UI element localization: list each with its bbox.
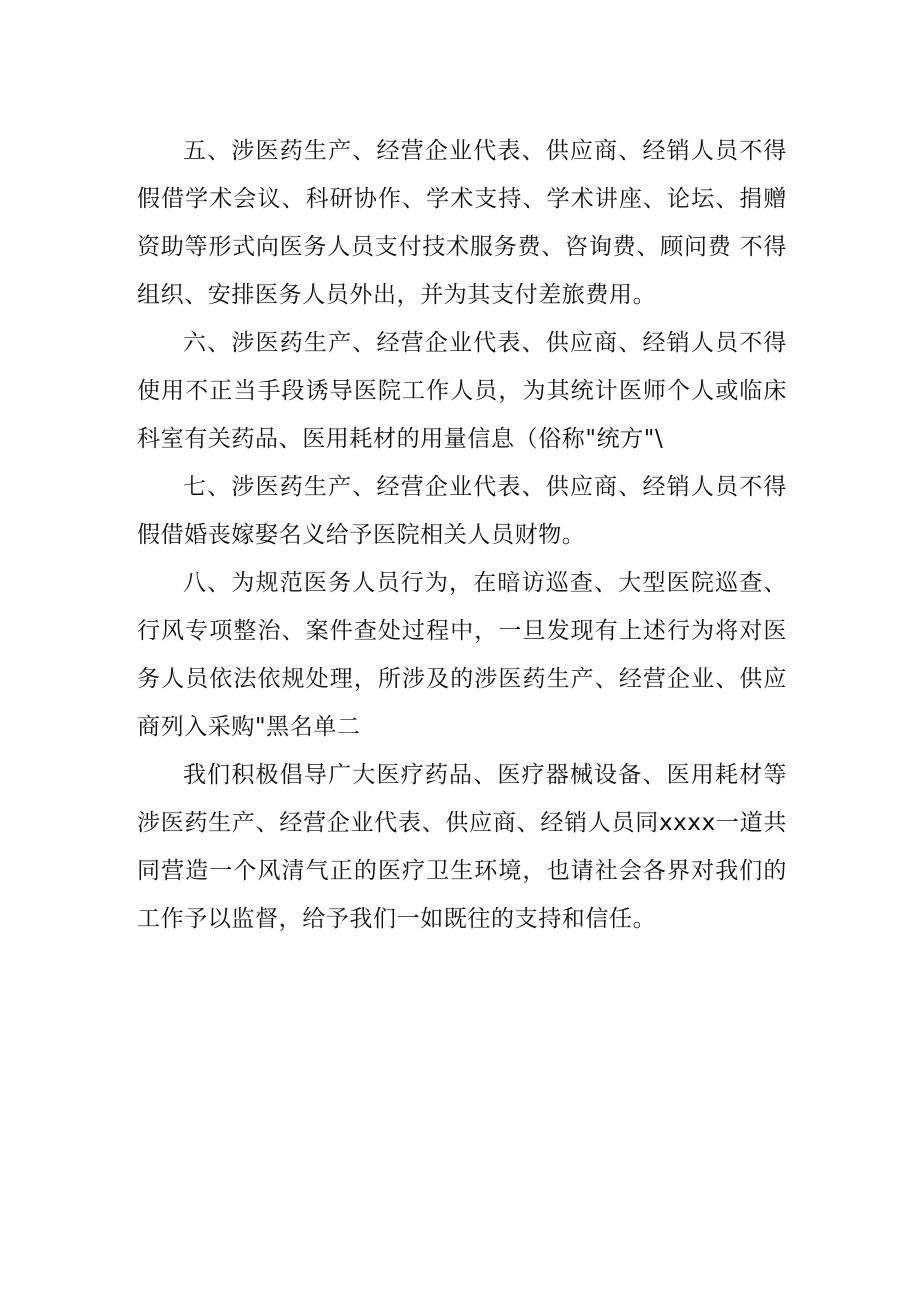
paragraph-item-5: 五、涉医药生产、经营企业代表、供应商、经销人员不得假借学术会议、科研协作、学术支持、学术讲座、论坛、捐赠资助等形式向医务人员支付技术服务费、咨询费、顾问费 不得组织、安排医务人员外出，并为其支付差旅费用。 [137,138,787,308]
paragraph-item-6: 六、涉医药生产、经营企业代表、供应商、经销人员不得使用不正当手段诱导医院工作人员，为其统计医师个人或临床科室有关药品、医用耗材的用量信息（俗称"统方"\ [137,330,787,452]
paragraph-closing: 我们积极倡导广大医疗药品、医疗器械设备、医用耗材等涉医药生产、经营企业代表、供应商、经销人员同xxxx一道共同营造一个风清气正的医疗卫生环境，也请社会各界对我们的工作予以监督，给予我们一如既往的支持和信任。 [137,762,787,932]
paragraph-item-8: 八、为规范医务人员行为，在暗访巡查、大型医院巡查、行风专项整治、案件查处过程中，一旦发现有上述行为将对医务人员依法依规处理，所涉及的涉医药生产、经营企业、供应商列入采购"黑名单二 [137,570,787,740]
document-body [137,127,787,943]
paragraph-item-7: 七、涉医药生产、经营企业代表、供应商、经销人员不得假借婚丧嫁娶名义给予医院相关人员财物。 [137,474,787,548]
